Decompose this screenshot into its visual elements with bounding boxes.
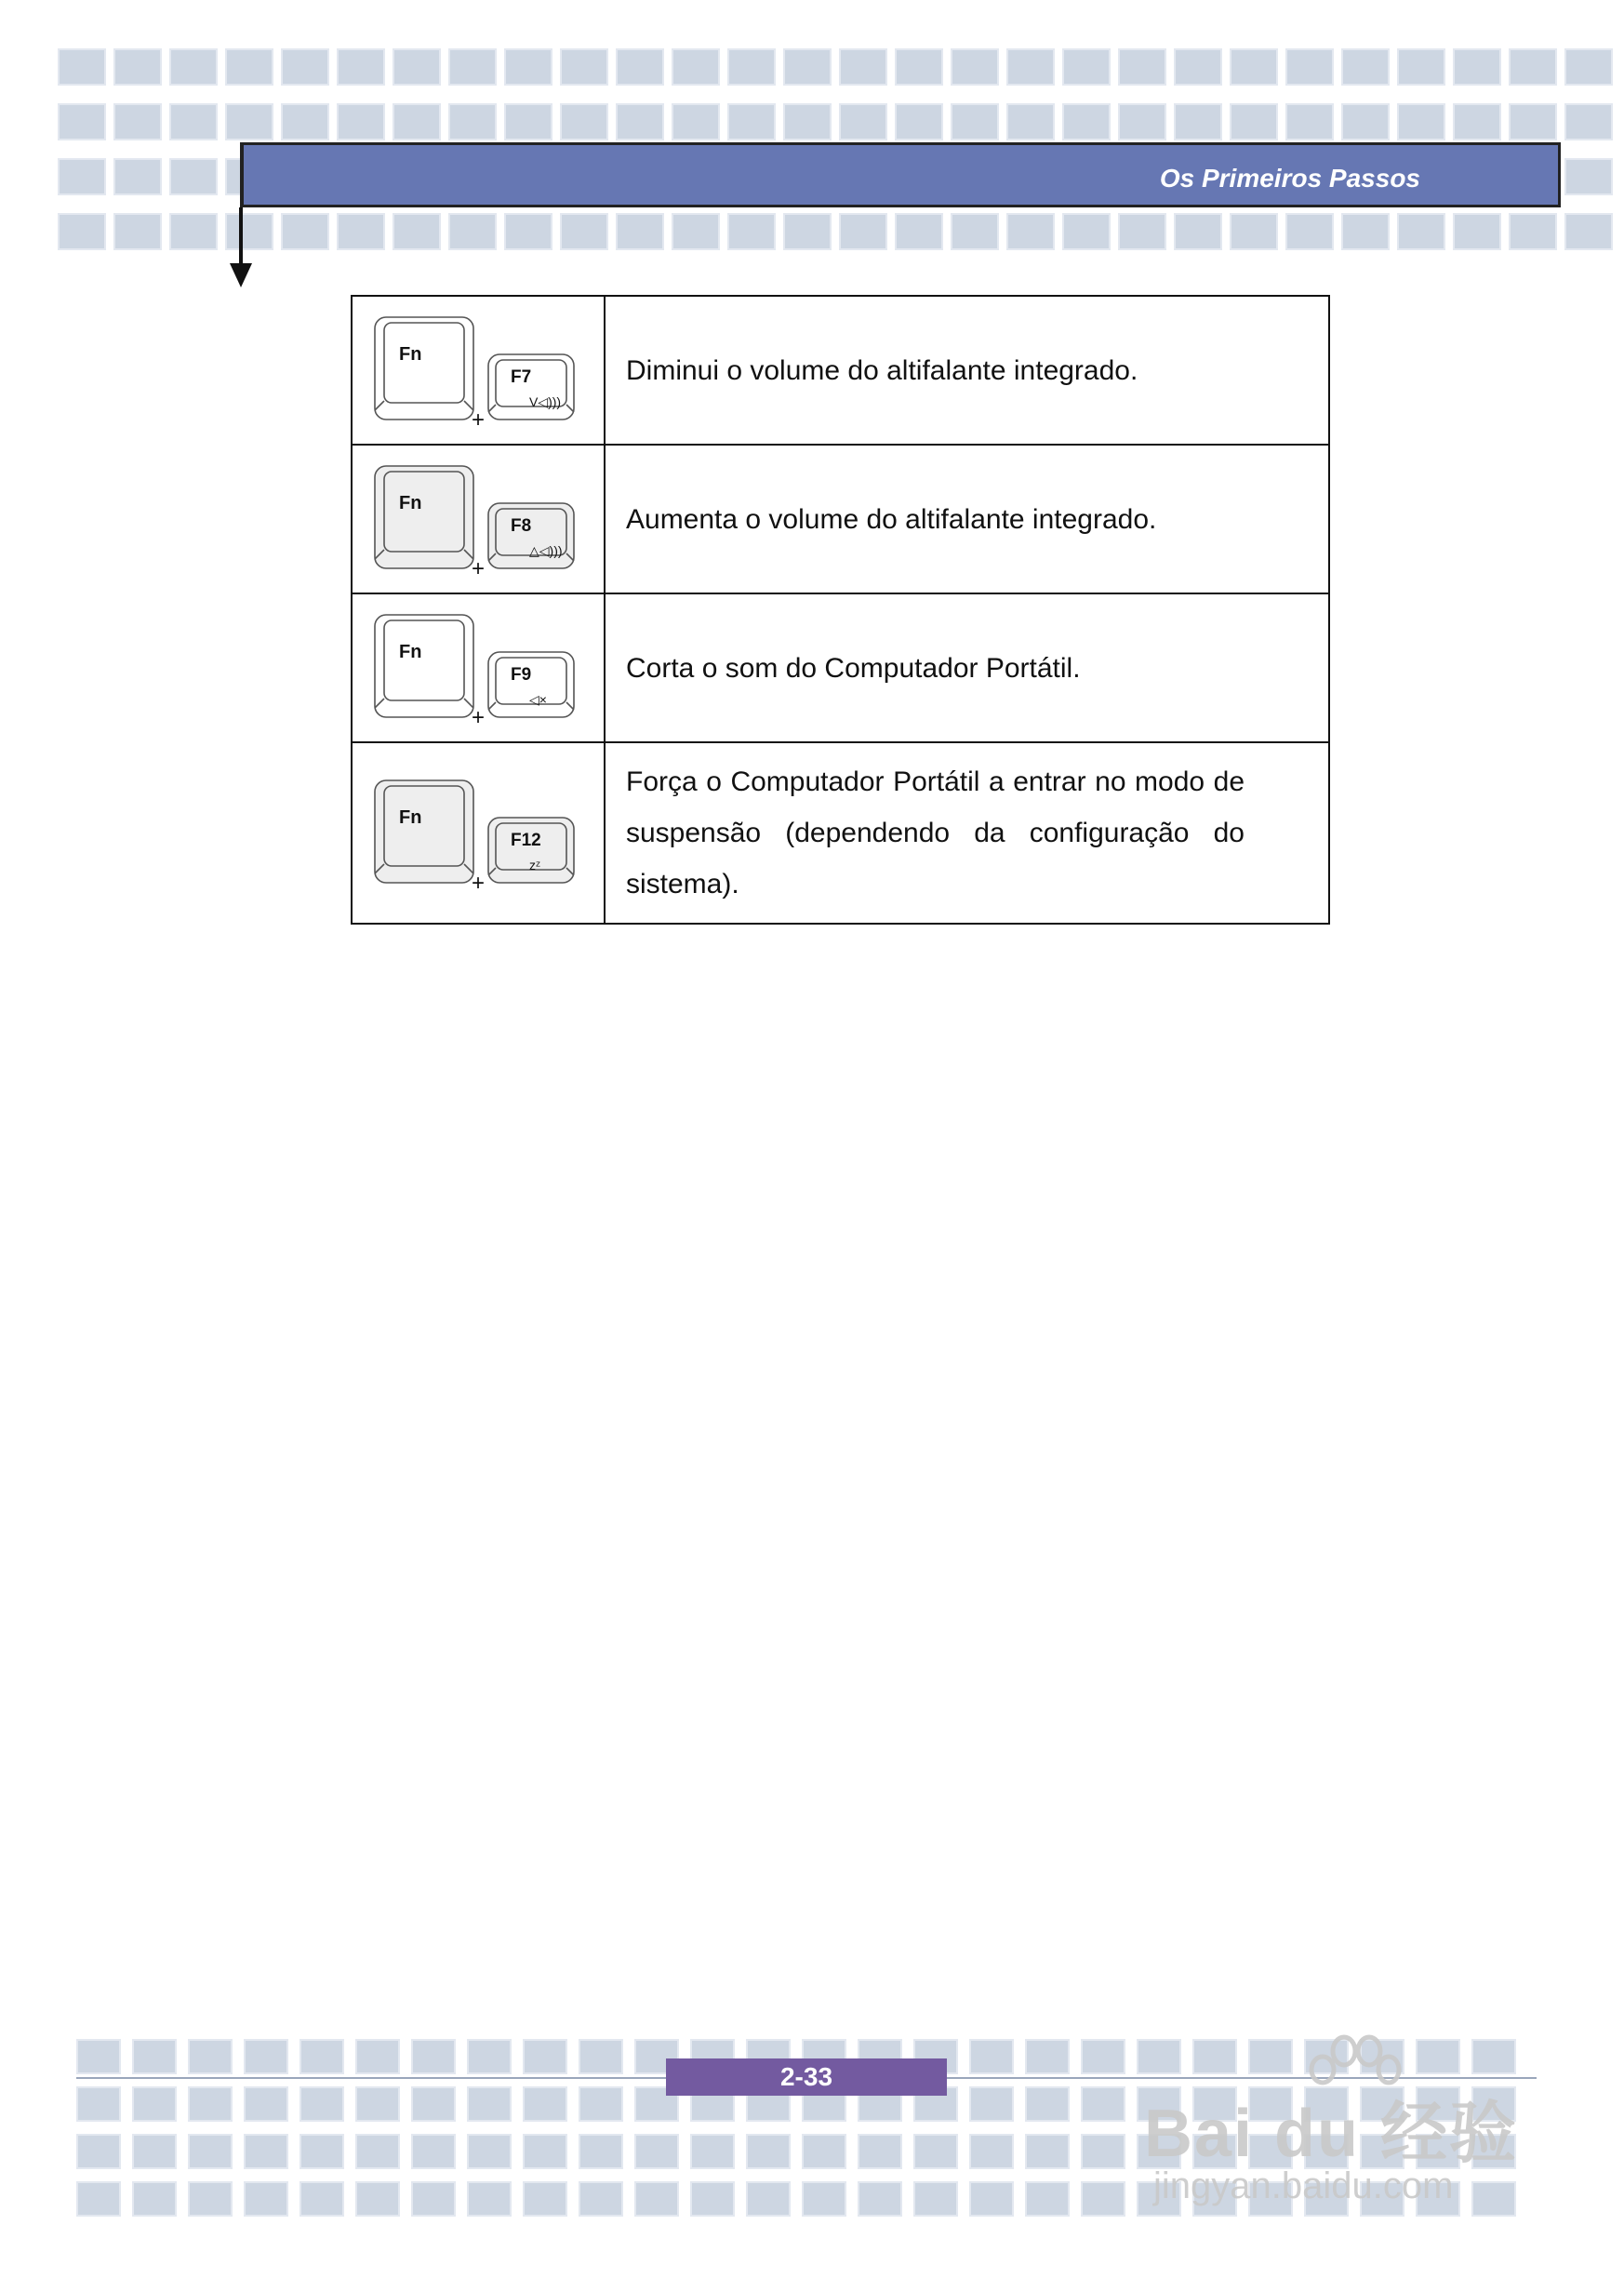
function-key-label: F7 (511, 367, 532, 387)
table-row (352, 742, 1329, 924)
grid-tile (1509, 213, 1557, 250)
grid-tile (244, 2134, 288, 2169)
grid-tile (895, 213, 943, 250)
grid-tile (672, 103, 720, 140)
table-row (352, 593, 1329, 742)
function-key-label: F8 (511, 516, 532, 536)
fn-key-label: Fn (399, 806, 422, 828)
grid-tile (169, 213, 218, 250)
grid-tile (523, 2134, 567, 2169)
grid-tile (225, 103, 273, 140)
grid-tile (839, 103, 887, 140)
plus-sign: + (472, 870, 486, 896)
grid-tile (1285, 103, 1334, 140)
grid-tile (616, 48, 664, 86)
grid-tile (355, 2134, 400, 2169)
grid-tile (1174, 48, 1222, 86)
grid-tile (504, 103, 552, 140)
description-cell: Aumenta o volume do altifalante integrado. (605, 445, 1329, 593)
plus-sign: + (472, 407, 486, 433)
grid-tile (504, 213, 552, 250)
grid-tile (579, 2039, 623, 2074)
grid-tile (1081, 2134, 1125, 2169)
grid-tile (355, 2086, 400, 2122)
grid-tile (132, 2039, 177, 2074)
grid-tile (969, 2181, 1014, 2217)
grid-tile (1341, 48, 1390, 86)
keyboard-keys-icon (353, 297, 604, 444)
grid-tile (132, 2134, 177, 2169)
grid-tile (616, 213, 664, 250)
grid-tile (355, 2181, 400, 2217)
plus-sign: + (472, 705, 486, 730)
grid-tile (746, 2181, 791, 2217)
grid-tile (672, 48, 720, 86)
grid-tile (839, 48, 887, 86)
grid-tile (58, 48, 106, 86)
grid-tile (579, 2086, 623, 2122)
baidu-watermark (1144, 2032, 1535, 2218)
fn-key-label: Fn (399, 344, 422, 365)
grid-tile (690, 2181, 735, 2217)
description-cell: Corta o som do Computador Portátil. (605, 593, 1329, 742)
grid-tile (169, 158, 218, 195)
grid-tile (467, 2134, 512, 2169)
grid-tile (1285, 48, 1334, 86)
grid-tile (523, 2181, 567, 2217)
grid-tile (839, 213, 887, 250)
grid-tile (244, 2039, 288, 2074)
keyboard-keys-icon (353, 446, 604, 593)
grid-tile (727, 48, 776, 86)
grid-tile (969, 2039, 1014, 2074)
grid-tile (448, 48, 497, 86)
grid-tile (188, 2086, 233, 2122)
grid-tile (1062, 48, 1111, 86)
grid-tile (300, 2039, 344, 2074)
key-combo-cell (352, 593, 605, 742)
plus-sign: + (472, 556, 486, 581)
grid-tile (616, 103, 664, 140)
fn-f8-keys (353, 446, 604, 593)
grid-tile (690, 2134, 735, 2169)
fn-f12-keys (353, 746, 604, 921)
down-arrow-icon (230, 263, 252, 287)
grid-tile (300, 2086, 344, 2122)
watermark-brand: Bai du 经验 (1144, 2097, 1519, 2171)
grid-tile (1006, 103, 1055, 140)
grid-tile (727, 103, 776, 140)
grid-tile (560, 213, 608, 250)
grid-tile (300, 2134, 344, 2169)
grid-tile (467, 2181, 512, 2217)
description-cell: Diminui o volume do altifalante integrado. (605, 296, 1329, 445)
grid-tile (355, 2039, 400, 2074)
grid-tile (281, 103, 329, 140)
grid-tile (858, 2181, 902, 2217)
grid-tile (76, 2134, 121, 2169)
grid-tile (225, 213, 273, 250)
grid-tile (113, 103, 162, 140)
grid-tile (169, 103, 218, 140)
grid-tile (1453, 48, 1501, 86)
grid-tile (132, 2086, 177, 2122)
grid-tile (76, 2039, 121, 2074)
grid-tile (1564, 48, 1613, 86)
grid-tile (1453, 103, 1501, 140)
grid-tile (672, 213, 720, 250)
function-key-symbol-icon: ◁× (529, 692, 547, 707)
grid-tile (281, 213, 329, 250)
grid-tile (1025, 2039, 1070, 2074)
grid-tile (1230, 213, 1278, 250)
grid-tile (411, 2134, 456, 2169)
function-key-label: F9 (511, 665, 532, 685)
table-row (352, 445, 1329, 593)
grid-tile (1025, 2181, 1070, 2217)
grid-tile (951, 48, 999, 86)
grid-tile (1341, 103, 1390, 140)
grid-tile (1509, 48, 1557, 86)
grid-tile (337, 48, 385, 86)
grid-tile (58, 213, 106, 250)
grid-tile (1564, 158, 1613, 195)
grid-tile (467, 2086, 512, 2122)
grid-tile (132, 2181, 177, 2217)
grid-tile (523, 2086, 567, 2122)
grid-tile (393, 213, 441, 250)
grid-tile (225, 48, 273, 86)
grid-tile (337, 103, 385, 140)
grid-tile (1081, 2086, 1125, 2122)
grid-tile (169, 48, 218, 86)
grid-tile (579, 2134, 623, 2169)
grid-tile (1174, 213, 1222, 250)
key-combo-cell (352, 296, 605, 445)
watermark-url: jingyan.baidu.com (1153, 2165, 1454, 2206)
hotkey-table (351, 295, 1330, 925)
grid-tile (467, 2039, 512, 2074)
grid-tile (393, 103, 441, 140)
grid-tile (411, 2181, 456, 2217)
grid-tile (58, 158, 106, 195)
fn-f9-keys (353, 594, 604, 741)
grid-tile (1285, 213, 1334, 250)
grid-tile (1564, 213, 1613, 250)
keyboard-keys-icon (353, 746, 604, 921)
grid-tile (1118, 48, 1166, 86)
grid-tile (188, 2134, 233, 2169)
keyboard-keys-icon (353, 594, 604, 741)
header-pointer-line (239, 207, 243, 263)
function-key-label: F12 (511, 830, 541, 850)
grid-tile (188, 2039, 233, 2074)
grid-tile (951, 103, 999, 140)
grid-tile (1118, 103, 1166, 140)
grid-tile (969, 2086, 1014, 2122)
grid-tile (1118, 213, 1166, 250)
grid-tile (337, 213, 385, 250)
grid-tile (951, 213, 999, 250)
grid-tile (560, 48, 608, 86)
grid-tile (634, 2181, 679, 2217)
grid-tile (113, 158, 162, 195)
grid-tile (281, 48, 329, 86)
grid-tile (393, 48, 441, 86)
grid-tile (1453, 213, 1501, 250)
grid-tile (560, 103, 608, 140)
grid-tile (523, 2039, 567, 2074)
grid-tile (727, 213, 776, 250)
grid-tile (1081, 2039, 1125, 2074)
grid-tile (113, 213, 162, 250)
grid-tile (300, 2181, 344, 2217)
grid-tile (113, 48, 162, 86)
grid-tile (783, 213, 832, 250)
grid-tile (1397, 213, 1445, 250)
grid-tile (58, 103, 106, 140)
grid-tile (411, 2039, 456, 2074)
grid-tile (1174, 103, 1222, 140)
grid-tile (244, 2181, 288, 2217)
grid-tile (913, 2181, 958, 2217)
grid-tile (1006, 48, 1055, 86)
grid-tile (802, 2134, 846, 2169)
grid-tile (504, 48, 552, 86)
key-combo-cell (352, 445, 605, 593)
description-cell: Força o Computador Portátil a entrar no modo de suspensão (dependendo da configuração do sistema). (605, 742, 1329, 924)
grid-tile (913, 2134, 958, 2169)
grid-tile (1062, 213, 1111, 250)
grid-tile (895, 48, 943, 86)
grid-tile (746, 2134, 791, 2169)
chapter-header-bar (240, 142, 1561, 207)
grid-tile (76, 2086, 121, 2122)
chapter-title: Os Primeiros Passos (1159, 164, 1420, 193)
grid-tile (1006, 213, 1055, 250)
function-key-symbol-icon: zᶻ (529, 857, 541, 873)
grid-tile (802, 2181, 846, 2217)
grid-tile (411, 2086, 456, 2122)
grid-tile (1564, 103, 1613, 140)
grid-tile (1025, 2134, 1070, 2169)
fn-key-label: Fn (399, 493, 422, 513)
function-key-symbol-icon: △◁))) (529, 543, 563, 558)
grid-tile (1341, 213, 1390, 250)
grid-tile (858, 2134, 902, 2169)
grid-tile (969, 2134, 1014, 2169)
grid-tile (244, 2086, 288, 2122)
grid-tile (1397, 103, 1445, 140)
function-key-symbol-icon: V◁))) (529, 394, 562, 409)
grid-tile (76, 2181, 121, 2217)
grid-tile (1081, 2181, 1125, 2217)
key-combo-cell (352, 742, 605, 924)
grid-tile (1230, 48, 1278, 86)
fn-f7-keys (353, 297, 604, 444)
grid-tile (448, 103, 497, 140)
grid-tile (895, 103, 943, 140)
grid-tile (579, 2181, 623, 2217)
fn-key-label: Fn (399, 642, 422, 662)
grid-tile (634, 2134, 679, 2169)
grid-tile (1062, 103, 1111, 140)
grid-tile (1230, 103, 1278, 140)
grid-tile (188, 2181, 233, 2217)
grid-tile (783, 103, 832, 140)
grid-tile (783, 48, 832, 86)
grid-tile (448, 213, 497, 250)
grid-tile (1397, 48, 1445, 86)
grid-tile (1025, 2086, 1070, 2122)
grid-tile (1509, 103, 1557, 140)
page-number: 2-33 (666, 2058, 947, 2096)
table-row (352, 296, 1329, 445)
